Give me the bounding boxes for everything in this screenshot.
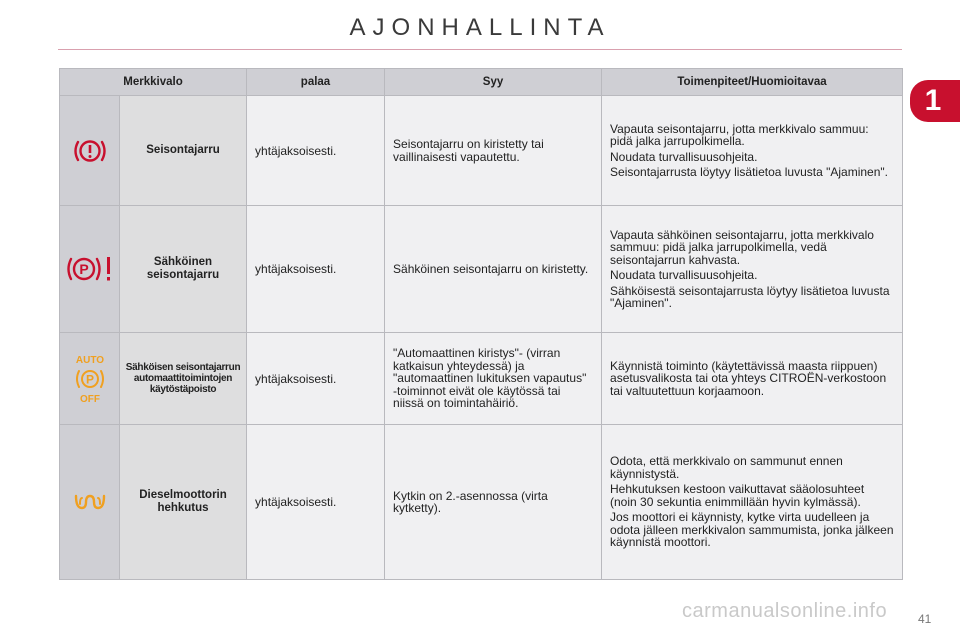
table-row [60, 425, 903, 580]
icon-cell [60, 206, 120, 333]
icon-label-auto: AUTO [75, 354, 104, 366]
table-header-row [60, 69, 903, 96]
icon-label-p: P [85, 372, 94, 386]
indicator-name: Sähköinen seisontajarru [120, 206, 247, 333]
lit-state: yhtäjaksoisesti. [247, 96, 385, 206]
action-text: Käynnistä toiminto (käytettävissä maasta riippuen) asetusvalikosta tai ota yhteys CITROËN-verkostoon tai valtuutettuun korjaamoon. [610, 358, 887, 398]
action-text: Odota, että merkkivalo on sammunut ennen käynnistystä. [610, 454, 843, 481]
action-text: Noudata turvallisuusohjeita. [610, 268, 758, 282]
icon-label-off: OFF [79, 393, 100, 405]
column-header-lit: palaa [247, 69, 385, 96]
actions-cell [602, 96, 903, 206]
svg-text:P: P [78, 261, 89, 277]
column-header-indicator: Merkkivalo [60, 69, 247, 96]
lit-state: yhtäjaksoisesti. [247, 206, 385, 333]
glow-plug-icon [72, 490, 108, 514]
chapter-badge[interactable]: 1 [910, 80, 960, 122]
warning-lights-table [59, 68, 903, 580]
page-title: AJONHALLINTA [349, 14, 611, 41]
action-text: Sähköisestä seisontajarrusta löytyy lisätietoa luvusta "Ajaminen". [610, 283, 890, 310]
auto-parking-brake-off-icon [68, 353, 112, 405]
table-row [60, 333, 903, 425]
action-text: Vapauta sähköinen seisontajarru, jotta merkkivalo sammuu: pidä jalka jarrupolkimella, vedä seisontajarrun kahvasta. [610, 227, 874, 267]
column-header-actions: Toimenpiteet/Huomioitavaa [602, 69, 903, 96]
table-row [60, 96, 903, 206]
cause-text: "Automaattinen kiristys"- (virran katkaisun yhteydessä) ja "automaattinen lukituksen vapautus" -toiminnot eivät ole käytössä tai niissä on toimintahäiriö. [385, 333, 602, 425]
actions-cell [602, 333, 903, 425]
column-header-cause: Syy [385, 69, 602, 96]
cause-text: Kytkin on 2.-asennossa (virta kytketty). [385, 425, 602, 580]
actions-cell [602, 425, 903, 580]
action-text: Noudata turvallisuusohjeita. [610, 149, 758, 164]
action-text: Jos moottori ei käynnisty, kytke virta uudelleen ja odota jälleen merkkivalon sammumista, jonka jälkeen käynnistä moottori. [610, 510, 894, 550]
table-row [60, 206, 903, 333]
lit-state: yhtäjaksoisesti. [247, 333, 385, 425]
action-text: Seisontajarrusta löytyy lisätietoa luvusta "Ajaminen". [610, 165, 889, 179]
indicator-name: Seisontajarru [120, 96, 247, 206]
cause-text: Seisontajarru on kiristetty tai vaillinaisesti vapautettu. [385, 96, 602, 206]
parking-brake-warning-icon [73, 136, 107, 166]
cause-text: Sähköinen seisontajarru on kiristetty. [385, 206, 602, 333]
title-divider [58, 49, 902, 50]
icon-cell [60, 333, 120, 425]
actions-cell [602, 206, 903, 333]
action-text: Hehkutuksen kestoon vaikuttavat sääolosuhteet (noin 30 sekuntia enimmillään hyvin kylmässä). [610, 482, 865, 509]
indicator-name: Dieselmoottorin hehkutus [120, 425, 247, 580]
icon-cell [60, 425, 120, 580]
action-text: Vapauta seisontajarru, jotta merkkivalo sammuu: pidä jalka jarrupolkimella. [610, 121, 869, 148]
lit-state: yhtäjaksoisesti. [247, 425, 385, 580]
indicator-name: Sähköisen seisontajarrun automaattitoimintojen käytöstäpoisto [120, 333, 247, 425]
watermark: carmanualsonline.info [682, 600, 888, 622]
page-number: 41 [918, 612, 932, 626]
electric-parking-brake-icon [65, 253, 115, 285]
icon-cell [60, 96, 120, 206]
